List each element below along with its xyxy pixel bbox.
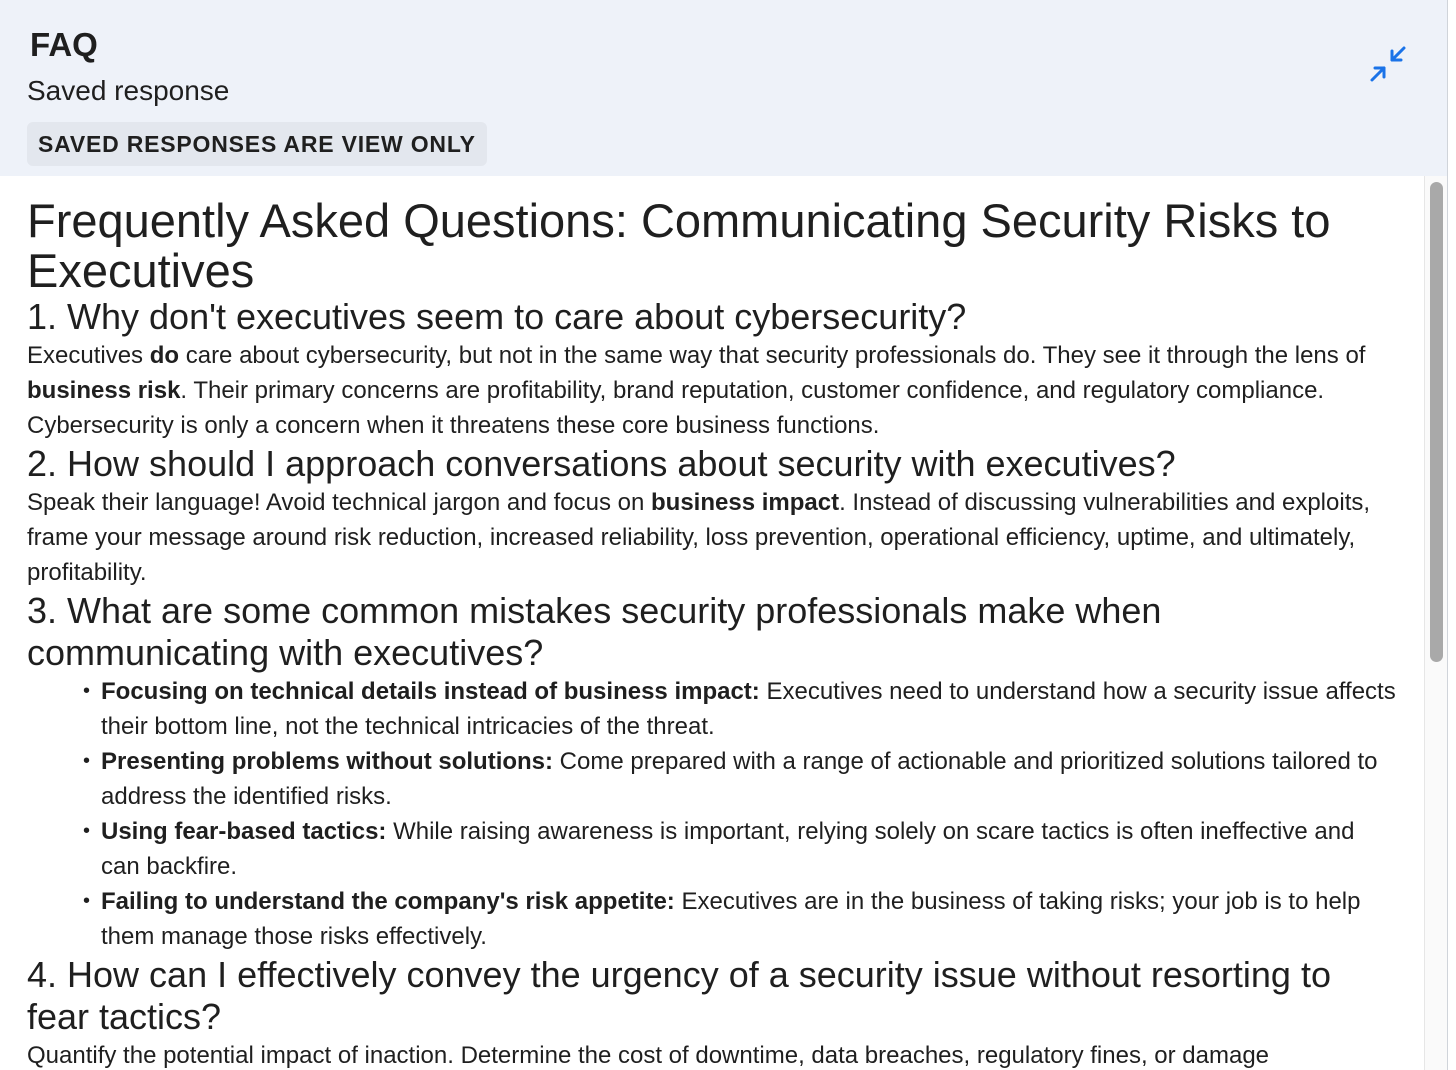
list-item: • Focusing on technical details instead of business impact: Executives need to understand how a security issue affects their bottom line, not the technical intricacies of the threat. xyxy=(101,674,1399,744)
question-2-heading: 2. How should I approach conversations about security with executives? xyxy=(27,443,1176,484)
answer-1: Executives do care about cybersecurity, but not in the same way that security professionals do. They see it through the lens of business risk. Their primary concerns are profitability, brand reputation, customer confidence, and regulatory compliance. Cybersecurity is only a concern when it threatens these core business functions. xyxy=(27,342,1366,439)
list-item: • Presenting problems without solutions: Come prepared with a range of actionable and prioritized solutions tailored to address the identified risks. xyxy=(101,744,1399,814)
scrollbar-track[interactable] xyxy=(1424,176,1449,1070)
scrollbar-thumb[interactable] xyxy=(1430,182,1443,662)
collapse-button[interactable] xyxy=(1364,40,1412,88)
panel-title: FAQ xyxy=(30,26,98,63)
question-4-heading: 4. How can I effectively convey the urgency of a security issue without resorting to fear tactics? xyxy=(27,954,1331,1037)
list-item: • Using fear-based tactics: While raising awareness is important, relying solely on scare tactics is often ineffective and can backfire. xyxy=(101,814,1399,884)
view-only-badge: SAVED RESPONSES ARE VIEW ONLY xyxy=(27,122,487,166)
panel-subtitle: Saved response xyxy=(27,75,230,106)
answer-2: Speak their language! Avoid technical jargon and focus on business impact. Instead of discussing vulnerabilities and exploits, frame your message around risk reduction, increased reliability, loss prevention, operational efficiency, uptime, and ultimately, profitability. xyxy=(27,489,1371,586)
list-item: • Failing to understand the company's risk appetite: Executives are in the business of taking risks; your job is to help them manage those risks effectively. xyxy=(101,884,1399,954)
document-title: Frequently Asked Questions: Communicating Security Risks to Executives xyxy=(27,194,1331,297)
panel-header xyxy=(0,0,1448,176)
question-1-heading: 1. Why don't executives seem to care about cybersecurity? xyxy=(27,296,967,337)
answer-4: Quantify the potential impact of inaction. Determine the cost of downtime, data breaches, regulatory fines, or damage xyxy=(27,1042,1270,1069)
mistakes-list xyxy=(27,674,1399,954)
question-3-heading: 3. What are some common mistakes security professionals make when communicating with executives? xyxy=(27,590,1162,673)
collapse-arrows-icon xyxy=(1368,44,1408,84)
response-content xyxy=(27,196,1399,1070)
window-edge xyxy=(1447,0,1456,1070)
